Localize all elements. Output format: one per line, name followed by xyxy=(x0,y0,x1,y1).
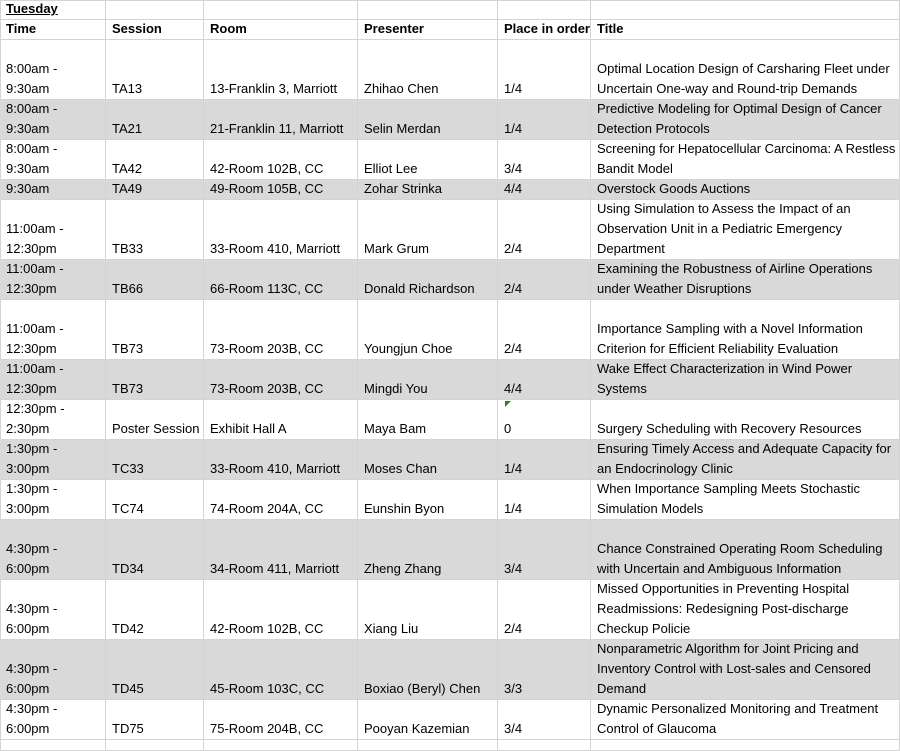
cell-title[interactable]: Predictive Modeling for Optimal Design of Cancer Detection Protocols xyxy=(591,100,900,140)
cell-title[interactable]: Optimal Location Design of Carsharing Fleet under Uncertain One-way and Round-trip Demands xyxy=(591,40,900,100)
empty-cell[interactable] xyxy=(358,740,498,751)
cell-title[interactable]: Using Simulation to Assess the Impact of an Observation Unit in a Pediatric Emergency Department xyxy=(591,200,900,260)
cell-session[interactable]: TD75 xyxy=(106,700,204,740)
sheet-title-cell[interactable]: Tuesday xyxy=(0,0,106,20)
header-room[interactable]: Room xyxy=(204,20,358,40)
cell-session[interactable]: TD45 xyxy=(106,640,204,700)
cell-room[interactable]: 49-Room 105B, CC xyxy=(204,180,358,200)
cell-place-in-order[interactable]: 1/4 xyxy=(498,40,591,100)
empty-cell[interactable] xyxy=(498,0,591,20)
cell-place-in-order[interactable]: 1/4 xyxy=(498,100,591,140)
cell-time[interactable]: 8:00am - 9:30am xyxy=(0,40,106,100)
cell-title[interactable]: Surgery Scheduling with Recovery Resources xyxy=(591,400,900,440)
cell-time[interactable]: 12:30pm - 2:30pm xyxy=(0,400,106,440)
cell-room[interactable]: 34-Room 411, Marriott xyxy=(204,520,358,580)
cell-presenter[interactable]: Boxiao (Beryl) Chen xyxy=(358,640,498,700)
cell-session[interactable]: Poster Session xyxy=(106,400,204,440)
cell-room[interactable]: 21-Franklin 11, Marriott xyxy=(204,100,358,140)
cell-room[interactable]: 75-Room 204B, CC xyxy=(204,700,358,740)
cell-presenter[interactable]: Xiang Liu xyxy=(358,580,498,640)
cell-room[interactable]: 42-Room 102B, CC xyxy=(204,580,358,640)
cell-room[interactable]: 33-Room 410, Marriott xyxy=(204,440,358,480)
cell-place-in-order[interactable]: 2/4 xyxy=(498,260,591,300)
empty-cell[interactable] xyxy=(106,0,204,20)
empty-cell[interactable] xyxy=(106,740,204,751)
cell-session[interactable]: TC74 xyxy=(106,480,204,520)
cell-place-in-order[interactable]: 3/3 xyxy=(498,640,591,700)
cell-session[interactable]: TC33 xyxy=(106,440,204,480)
cell-title[interactable]: Screening for Hepatocellular Carcinoma: A Restless Bandit Model xyxy=(591,140,900,180)
cell-title[interactable]: Nonparametric Algorithm for Joint Pricing and Inventory Control with Lost-sales and Censored Demand xyxy=(591,640,900,700)
empty-cell[interactable] xyxy=(204,0,358,20)
cell-room[interactable]: 42-Room 102B, CC xyxy=(204,140,358,180)
header-place-in-order[interactable]: Place in order xyxy=(498,20,591,40)
cell-session[interactable]: TA42 xyxy=(106,140,204,180)
cell-presenter[interactable]: Donald Richardson xyxy=(358,260,498,300)
cell-room[interactable]: 66-Room 113C, CC xyxy=(204,260,358,300)
cell-presenter[interactable]: Zhihao Chen xyxy=(358,40,498,100)
cell-room[interactable]: 45-Room 103C, CC xyxy=(204,640,358,700)
cell-time[interactable]: 8:00am - 9:30am xyxy=(0,100,106,140)
cell-time[interactable]: 4:30pm - 6:00pm xyxy=(0,520,106,580)
cell-presenter[interactable]: Zohar Strinka xyxy=(358,180,498,200)
header-title[interactable]: Title xyxy=(591,20,900,40)
cell-presenter[interactable]: Eunshin Byon xyxy=(358,480,498,520)
cell-title[interactable]: When Importance Sampling Meets Stochastic Simulation Models xyxy=(591,480,900,520)
cell-title[interactable]: Examining the Robustness of Airline Operations under Weather Disruptions xyxy=(591,260,900,300)
cell-place-in-order[interactable]: 4/4 xyxy=(498,180,591,200)
cell-session[interactable]: TA21 xyxy=(106,100,204,140)
cell-time[interactable]: 11:00am - 12:30pm xyxy=(0,300,106,360)
cell-session[interactable]: TA13 xyxy=(106,40,204,100)
header-session[interactable]: Session xyxy=(106,20,204,40)
header-presenter[interactable]: Presenter xyxy=(358,20,498,40)
empty-cell[interactable] xyxy=(0,740,106,751)
cell-title[interactable]: Wake Effect Characterization in Wind Power Systems xyxy=(591,360,900,400)
cell-place-in-order[interactable]: 2/4 xyxy=(498,300,591,360)
cell-time[interactable]: 4:30pm - 6:00pm xyxy=(0,640,106,700)
cell-session[interactable]: TB33 xyxy=(106,200,204,260)
empty-cell[interactable] xyxy=(591,0,900,20)
cell-presenter[interactable]: Zheng Zhang xyxy=(358,520,498,580)
cell-presenter[interactable]: Pooyan Kazemian xyxy=(358,700,498,740)
cell-place-in-order[interactable]: 3/4 xyxy=(498,520,591,580)
cell-title[interactable]: Missed Opportunities in Preventing Hospital Readmissions: Redesigning Post-discharge Checkup Policie xyxy=(591,580,900,640)
cell-room[interactable]: 73-Room 203B, CC xyxy=(204,360,358,400)
empty-cell[interactable] xyxy=(358,0,498,20)
cell-presenter[interactable]: Selin Merdan xyxy=(358,100,498,140)
cell-time[interactable]: 1:30pm - 3:00pm xyxy=(0,440,106,480)
header-time[interactable]: Time xyxy=(0,20,106,40)
cell-session[interactable]: TD42 xyxy=(106,580,204,640)
cell-session[interactable]: TB73 xyxy=(106,300,204,360)
cell-room[interactable]: 73-Room 203B, CC xyxy=(204,300,358,360)
cell-presenter[interactable]: Elliot Lee xyxy=(358,140,498,180)
cell-title[interactable]: Chance Constrained Operating Room Scheduling with Uncertain and Ambiguous Information xyxy=(591,520,900,580)
cell-room[interactable]: Exhibit Hall A xyxy=(204,400,358,440)
cell-time[interactable]: 11:00am - 12:30pm xyxy=(0,260,106,300)
cell-title[interactable]: Ensuring Timely Access and Adequate Capacity for an Endocrinology Clinic xyxy=(591,440,900,480)
cell-place-in-order[interactable]: 3/4 xyxy=(498,700,591,740)
cell-presenter[interactable]: Maya Bam xyxy=(358,400,498,440)
cell-room[interactable]: 74-Room 204A, CC xyxy=(204,480,358,520)
cell-place-in-order[interactable]: 3/4 xyxy=(498,140,591,180)
cell-presenter[interactable]: Mingdi You xyxy=(358,360,498,400)
cell-time[interactable]: 4:30pm - 6:00pm xyxy=(0,700,106,740)
cell-place-in-order[interactable]: 0 xyxy=(498,400,591,440)
cell-title[interactable]: Dynamic Personalized Monitoring and Treatment Control of Glaucoma xyxy=(591,700,900,740)
cell-room[interactable]: 13-Franklin 3, Marriott xyxy=(204,40,358,100)
empty-cell[interactable] xyxy=(498,740,591,751)
cell-room[interactable]: 33-Room 410, Marriott xyxy=(204,200,358,260)
cell-time[interactable]: 8:00am - 9:30am xyxy=(0,140,106,180)
cell-place-in-order[interactable]: 1/4 xyxy=(498,480,591,520)
cell-session[interactable]: TB66 xyxy=(106,260,204,300)
cell-place-in-order[interactable]: 2/4 xyxy=(498,200,591,260)
cell-time[interactable]: 1:30pm - 3:00pm xyxy=(0,480,106,520)
cell-comment-indicator-icon xyxy=(505,401,511,407)
cell-session[interactable]: TA49 xyxy=(106,180,204,200)
cell-time[interactable]: 9:30am xyxy=(0,180,106,200)
empty-cell[interactable] xyxy=(204,740,358,751)
cell-time[interactable]: 11:00am - 12:30pm xyxy=(0,200,106,260)
cell-session[interactable]: TD34 xyxy=(106,520,204,580)
cell-session[interactable]: TB73 xyxy=(106,360,204,400)
empty-cell[interactable] xyxy=(591,740,900,751)
cell-presenter[interactable]: Mark Grum xyxy=(358,200,498,260)
cell-place-in-order[interactable]: 2/4 xyxy=(498,580,591,640)
cell-time[interactable]: 4:30pm - 6:00pm xyxy=(0,580,106,640)
cell-place-in-order[interactable]: 1/4 xyxy=(498,440,591,480)
cell-presenter[interactable]: Moses Chan xyxy=(358,440,498,480)
cell-place-in-order[interactable]: 4/4 xyxy=(498,360,591,400)
cell-title[interactable]: Importance Sampling with a Novel Information Criterion for Efficient Reliability Evaluation xyxy=(591,300,900,360)
cell-time[interactable]: 11:00am - 12:30pm xyxy=(0,360,106,400)
cell-presenter[interactable]: Youngjun Choe xyxy=(358,300,498,360)
cell-title[interactable]: Overstock Goods Auctions xyxy=(591,180,900,200)
